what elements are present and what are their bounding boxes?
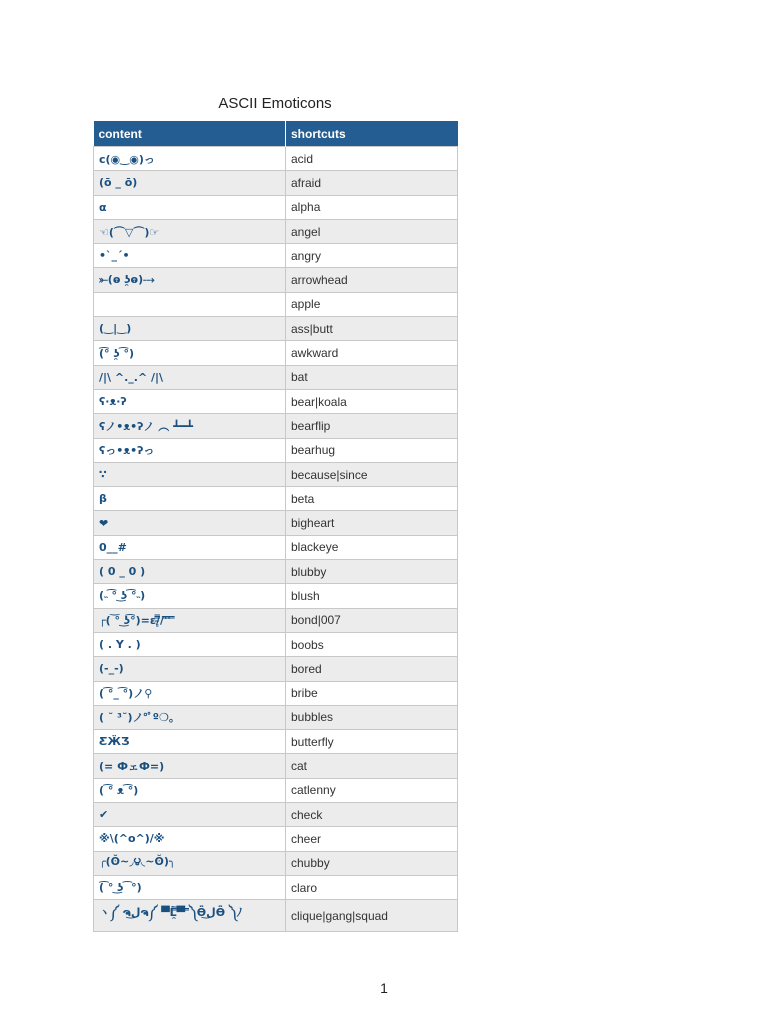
shortcut-cell: bigheart [286,511,458,535]
emoticon-cell: ƸӜƷ [94,730,286,754]
table-body [94,147,458,932]
shortcut-cell: blubby [286,560,458,584]
page-title: ASCII Emoticons [218,95,332,112]
emoticon-cell: ( ͡°_ ͡°)ノ⚲ [94,681,286,705]
emoticon-cell: ( 0 _ 0 ) [94,560,286,584]
table-row [94,487,458,511]
table-row [94,778,458,802]
shortcut-cell: cheer [286,827,458,851]
emoticon-cell: ⤜(ⱺ ʖ̯ⱺ)⤏ [94,268,286,292]
emoticon-cell: ( ˘ ³˘)ノ°ﾟº❍｡ [94,705,286,729]
emoticon-cell: ✔ [94,803,286,827]
shortcut-cell: beta [286,487,458,511]
header-content: content [94,121,286,147]
emoticon-cell: (‿|‿) [94,317,286,341]
emoticon-cell: ∵ [94,462,286,486]
table-row [94,219,458,243]
shortcut-cell: catlenny [286,778,458,802]
header-shortcuts: shortcuts [286,121,458,147]
shortcut-cell: check [286,803,458,827]
emoticon-cell: (-_-) [94,657,286,681]
table-row [94,632,458,656]
emoticon-cell: ※\(^o^)/※ [94,827,286,851]
shortcut-cell: afraid [286,171,458,195]
table-row [94,438,458,462]
shortcut-cell: chubby [286,851,458,875]
shortcut-cell: alpha [286,195,458,219]
emoticon-cell: (= ФェФ=) [94,754,286,778]
emoticon-cell: ヽ༼ ຈل͜ຈ༼ ▀̿̿Ĺ̯̿̿▀̿ ̿༽Ɵ͆ل͜Ɵ͆ ༽ﾉ [94,900,286,932]
shortcut-cell: awkward [286,341,458,365]
table-row [94,147,458,171]
page-number: 1 [380,980,388,996]
table-row [94,414,458,438]
emoticon-cell: c(◉‿◉)っ [94,147,286,171]
emoticon-cell: 0__# [94,535,286,559]
shortcut-cell: angry [286,244,458,268]
table-row [94,560,458,584]
emoticon-cell: ┌( ͝° ͜ʖ͡°)=ε/̵͇̿̿/'̿'̿ ̿ [94,608,286,632]
shortcut-cell: apple [286,292,458,316]
emoticon-cell: ( ͡° ᴥ ͡°) [94,778,286,802]
emoticon-cell: (͡ ° ͜ʖ ͡ °) [94,875,286,899]
table-row [94,341,458,365]
shortcut-cell: blackeye [286,535,458,559]
table-row [94,389,458,413]
table-row [94,875,458,899]
shortcut-cell: butterfly [286,730,458,754]
shortcut-cell: bond|007 [286,608,458,632]
shortcut-cell: ass|butt [286,317,458,341]
shortcut-cell: arrowhead [286,268,458,292]
shortcut-cell: bribe [286,681,458,705]
emoticon-cell: ʕノ•ᴥ•ʔノ ︵ ┻━┻ [94,414,286,438]
shortcut-cell: angel [286,219,458,243]
emoticons-table [93,121,458,932]
table-row [94,827,458,851]
table-row [94,535,458,559]
shortcut-cell: blush [286,584,458,608]
table-row [94,608,458,632]
table-row [94,754,458,778]
emoticon-cell: ( . Y . ) [94,632,286,656]
emoticon-cell: /|\ ^._.^ /|\ [94,365,286,389]
table-row [94,851,458,875]
table-header-row [94,121,458,147]
shortcut-cell: acid [286,147,458,171]
emoticon-cell: ʕっ•ᴥ•ʔっ [94,438,286,462]
emoticon-cell: α [94,195,286,219]
table-row [94,462,458,486]
table-row [94,317,458,341]
table-row [94,511,458,535]
shortcut-cell: bored [286,657,458,681]
shortcut-cell: clique|gang|squad [286,900,458,932]
table-row [94,268,458,292]
emoticon-cell: (͡° ʖ̯ ͡°) [94,341,286,365]
table-row [94,730,458,754]
emoticon-cell: β [94,487,286,511]
shortcut-cell: bear|koala [286,389,458,413]
emoticon-cell: ☜(⌒▽⌒)☞ [94,219,286,243]
shortcut-cell: because|since [286,462,458,486]
shortcut-cell: bearhug [286,438,458,462]
emoticon-cell [94,292,286,316]
shortcut-cell: boobs [286,632,458,656]
shortcut-cell: bubbles [286,705,458,729]
emoticon-cell: ʕ·ᴥ·ʔ [94,389,286,413]
table-row [94,803,458,827]
table-row [94,705,458,729]
shortcut-cell: claro [286,875,458,899]
emoticon-cell: •`_´• [94,244,286,268]
emoticon-cell: (ō _ ō) [94,171,286,195]
table-row [94,292,458,316]
table-row [94,244,458,268]
emoticon-cell: ❤ [94,511,286,535]
emoticon-cell: ╭(ʘ̆~◞౪◟~ʘ̆)╮ [94,851,286,875]
shortcut-cell: bearflip [286,414,458,438]
table-row [94,365,458,389]
table-row [94,584,458,608]
shortcut-cell: cat [286,754,458,778]
table-row [94,195,458,219]
table-row [94,681,458,705]
shortcut-cell: bat [286,365,458,389]
table-row [94,171,458,195]
table-row [94,900,458,932]
table-row [94,657,458,681]
emoticon-cell: (˵ ͡° ͜ʖ ͡°˵) [94,584,286,608]
